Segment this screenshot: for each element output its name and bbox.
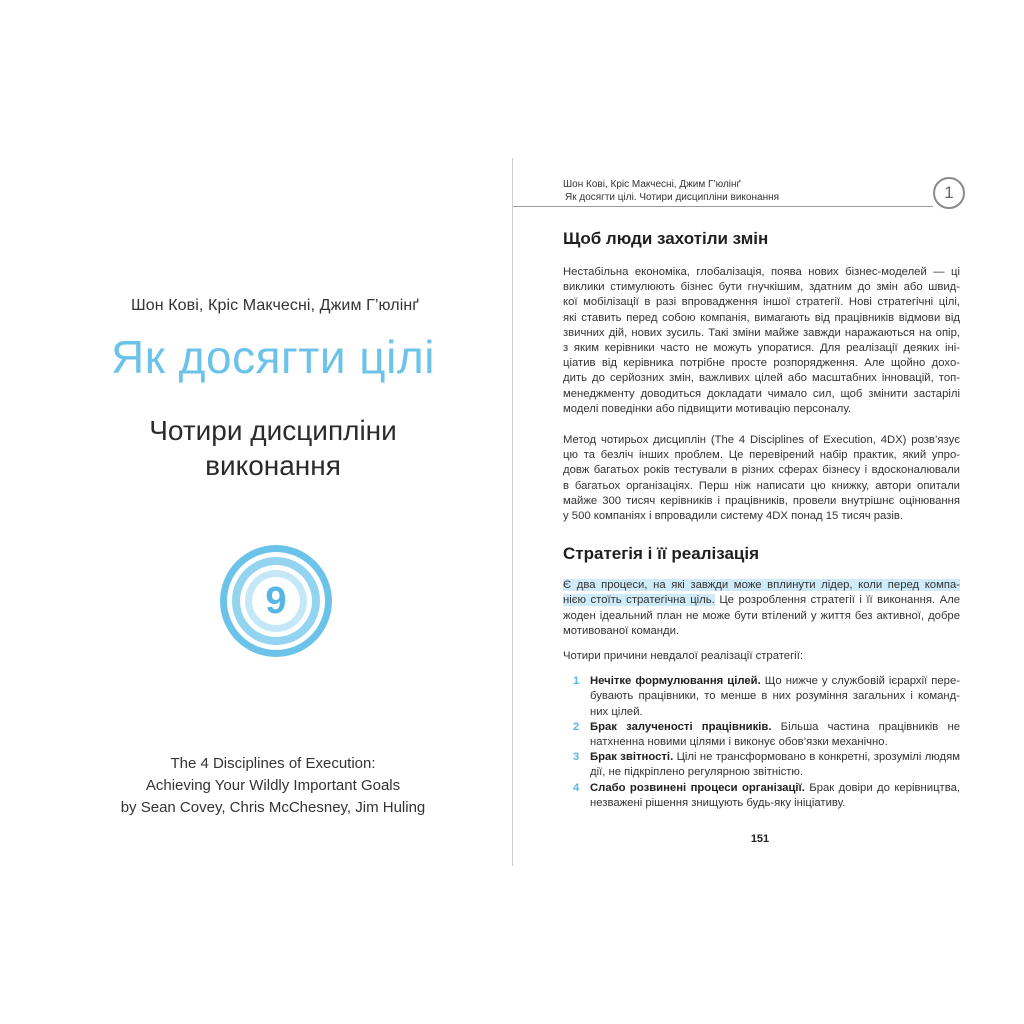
text-line: Метод чотирьох дисциплін (The 4 Disciplines of Execution, 4DX) розв’язує — [563, 434, 960, 447]
text-line: Нестабільна економіка, глобалізація, поява нових бізнес-моделей — ці — [563, 266, 960, 278]
list-item-text: Більша частина працівників не натхненна новими цілями і виконує обов’язки механічно. — [590, 720, 961, 749]
text-line: кої мобілізації в разі впровадження іншої стратегії. Нові стратегічні цілі, — [563, 296, 960, 309]
running-head — [563, 178, 779, 204]
list-item-title: Нечітке формулювання цілей. — [590, 675, 761, 688]
text-line: в багатьох організаціях. Перш ніж написати цю книжку, автори опитали — [563, 479, 960, 492]
chapter-number-badge: 1 — [933, 177, 965, 209]
cover-subtitle — [0, 413, 546, 483]
body-text-column — [563, 228, 960, 811]
list-item — [563, 674, 960, 720]
text-line: які ставить перед собою компанія, вимагають від працівників відмови від — [563, 311, 960, 324]
text-line: моделі поведінки або підвищити мотивацію персоналу. — [563, 402, 852, 415]
text-line: майже 300 тисяч керівників і працівників, провели внутрішнє оцінювання — [563, 494, 960, 507]
list-item-number: 2 — [573, 720, 580, 733]
text-line: звичних дій, нових зусиль. Такі зміни майже завжди наражаються на опір, — [563, 326, 960, 339]
cover-subtitle-line2: виконання — [205, 450, 341, 481]
highlighted-text-2: нією стоїть стратегічна ціль. — [563, 594, 715, 607]
highlighted-text-1: Є два процеси, на які завжди може вплинути лідер, коли перед компа- — [563, 579, 960, 592]
list-item-number: 4 — [573, 781, 580, 794]
cover-title: Як досягти цілі — [111, 331, 435, 383]
target-logo-icon — [218, 543, 334, 659]
english-title-line2: Achieving Your Wildly Important Goals — [145, 777, 401, 794]
text-line: у 500 компаніях і впровадили систему 4DX понад 15 тисяч разів. — [563, 510, 904, 523]
text-line: цю та безліч інших проблем. Це перевірений набір практик, який упро- — [563, 449, 960, 462]
paragraph-3-line3: жоден ідеальний план не може бути втілений у життя без активної, добре — [563, 609, 960, 622]
paragraph-1 — [563, 265, 960, 417]
list-item-number: 1 — [573, 675, 580, 688]
list-item-number: 3 — [573, 751, 580, 764]
target-number: 9 — [265, 580, 287, 622]
reasons-intro: Чотири причини невдалої реалізації стратегії: — [563, 650, 803, 663]
list-item-text: Цілі не трансформовано в конкретні, зрозумілі людям дії, не підкріплено регулярною звітністю. — [590, 751, 961, 779]
running-head-title: Як досягти цілі. Чотири дисципліни виконання — [565, 192, 780, 203]
header-rule — [513, 206, 933, 207]
list-item-text: Що нижче у службовій ієрархії пере-бувають працівники, то менше в них розуміння загальних і команд-них цілей. — [590, 675, 960, 718]
english-title-line1: The 4 Disciplines of Execution: — [170, 755, 376, 772]
english-title-line3: by Sean Covey, Chris McChesney, Jim Huling — [120, 799, 426, 816]
page-number: 151 — [750, 833, 770, 845]
paragraph-2 — [563, 433, 960, 524]
list-item-text: Брак довіри до керівництва, незважені рішення знищують будь-яку ініціативу. — [590, 781, 961, 809]
cover-subtitle-line1: Чотири дисципліни — [149, 415, 397, 446]
text-line: довж багатьох років тестували в різних сферах бізнесу і вдосконалювали — [563, 464, 960, 477]
list-item-title: Брак залученості працівників. — [590, 720, 772, 733]
list-item-title: Слабо розвинені процеси організації. — [590, 781, 805, 794]
text-line: менеджменту доводиться докладати чимало сил, щоб змінити застарілі — [563, 387, 960, 400]
text-line: з яким керівники часто не можуть упоратися. Для реалізації деяких іні- — [563, 342, 960, 355]
text-line: виклики стимулюють бізнес бути гнучкішим, здатним до змін або швид- — [563, 281, 960, 294]
paragraph-3 — [563, 578, 960, 639]
text-line: ціатив від керівника потрібне просте розпорядження. Але щойно дохо- — [563, 357, 960, 370]
section-heading-1: Щоб люди захотіли змін — [563, 229, 769, 248]
list-item — [563, 781, 960, 811]
paragraph-3-line4: мотивованої команди. — [563, 624, 680, 637]
paragraph-3-line2-rest: Це розроблення стратегії і її виконання. Але — [714, 594, 960, 607]
section-heading-2: Стратегія і її реалізація — [563, 544, 759, 564]
english-title-block — [0, 753, 546, 819]
text-line: дить до серйозних змін, важливих цілей або масштабних інновацій, топ- — [563, 372, 960, 385]
list-item — [563, 720, 960, 750]
cover-authors: Шон Кові, Кріс Макчеснi, Джим Г’юлінґ — [131, 297, 419, 314]
list-item — [563, 750, 960, 780]
running-head-authors: Шон Кові, Кріс Макчеснi, Джим Г’юлінґ — [563, 179, 741, 190]
book-content-page — [513, 0, 1024, 1024]
list-item-title: Брак звітності. — [590, 751, 674, 764]
reasons-list — [563, 674, 960, 811]
